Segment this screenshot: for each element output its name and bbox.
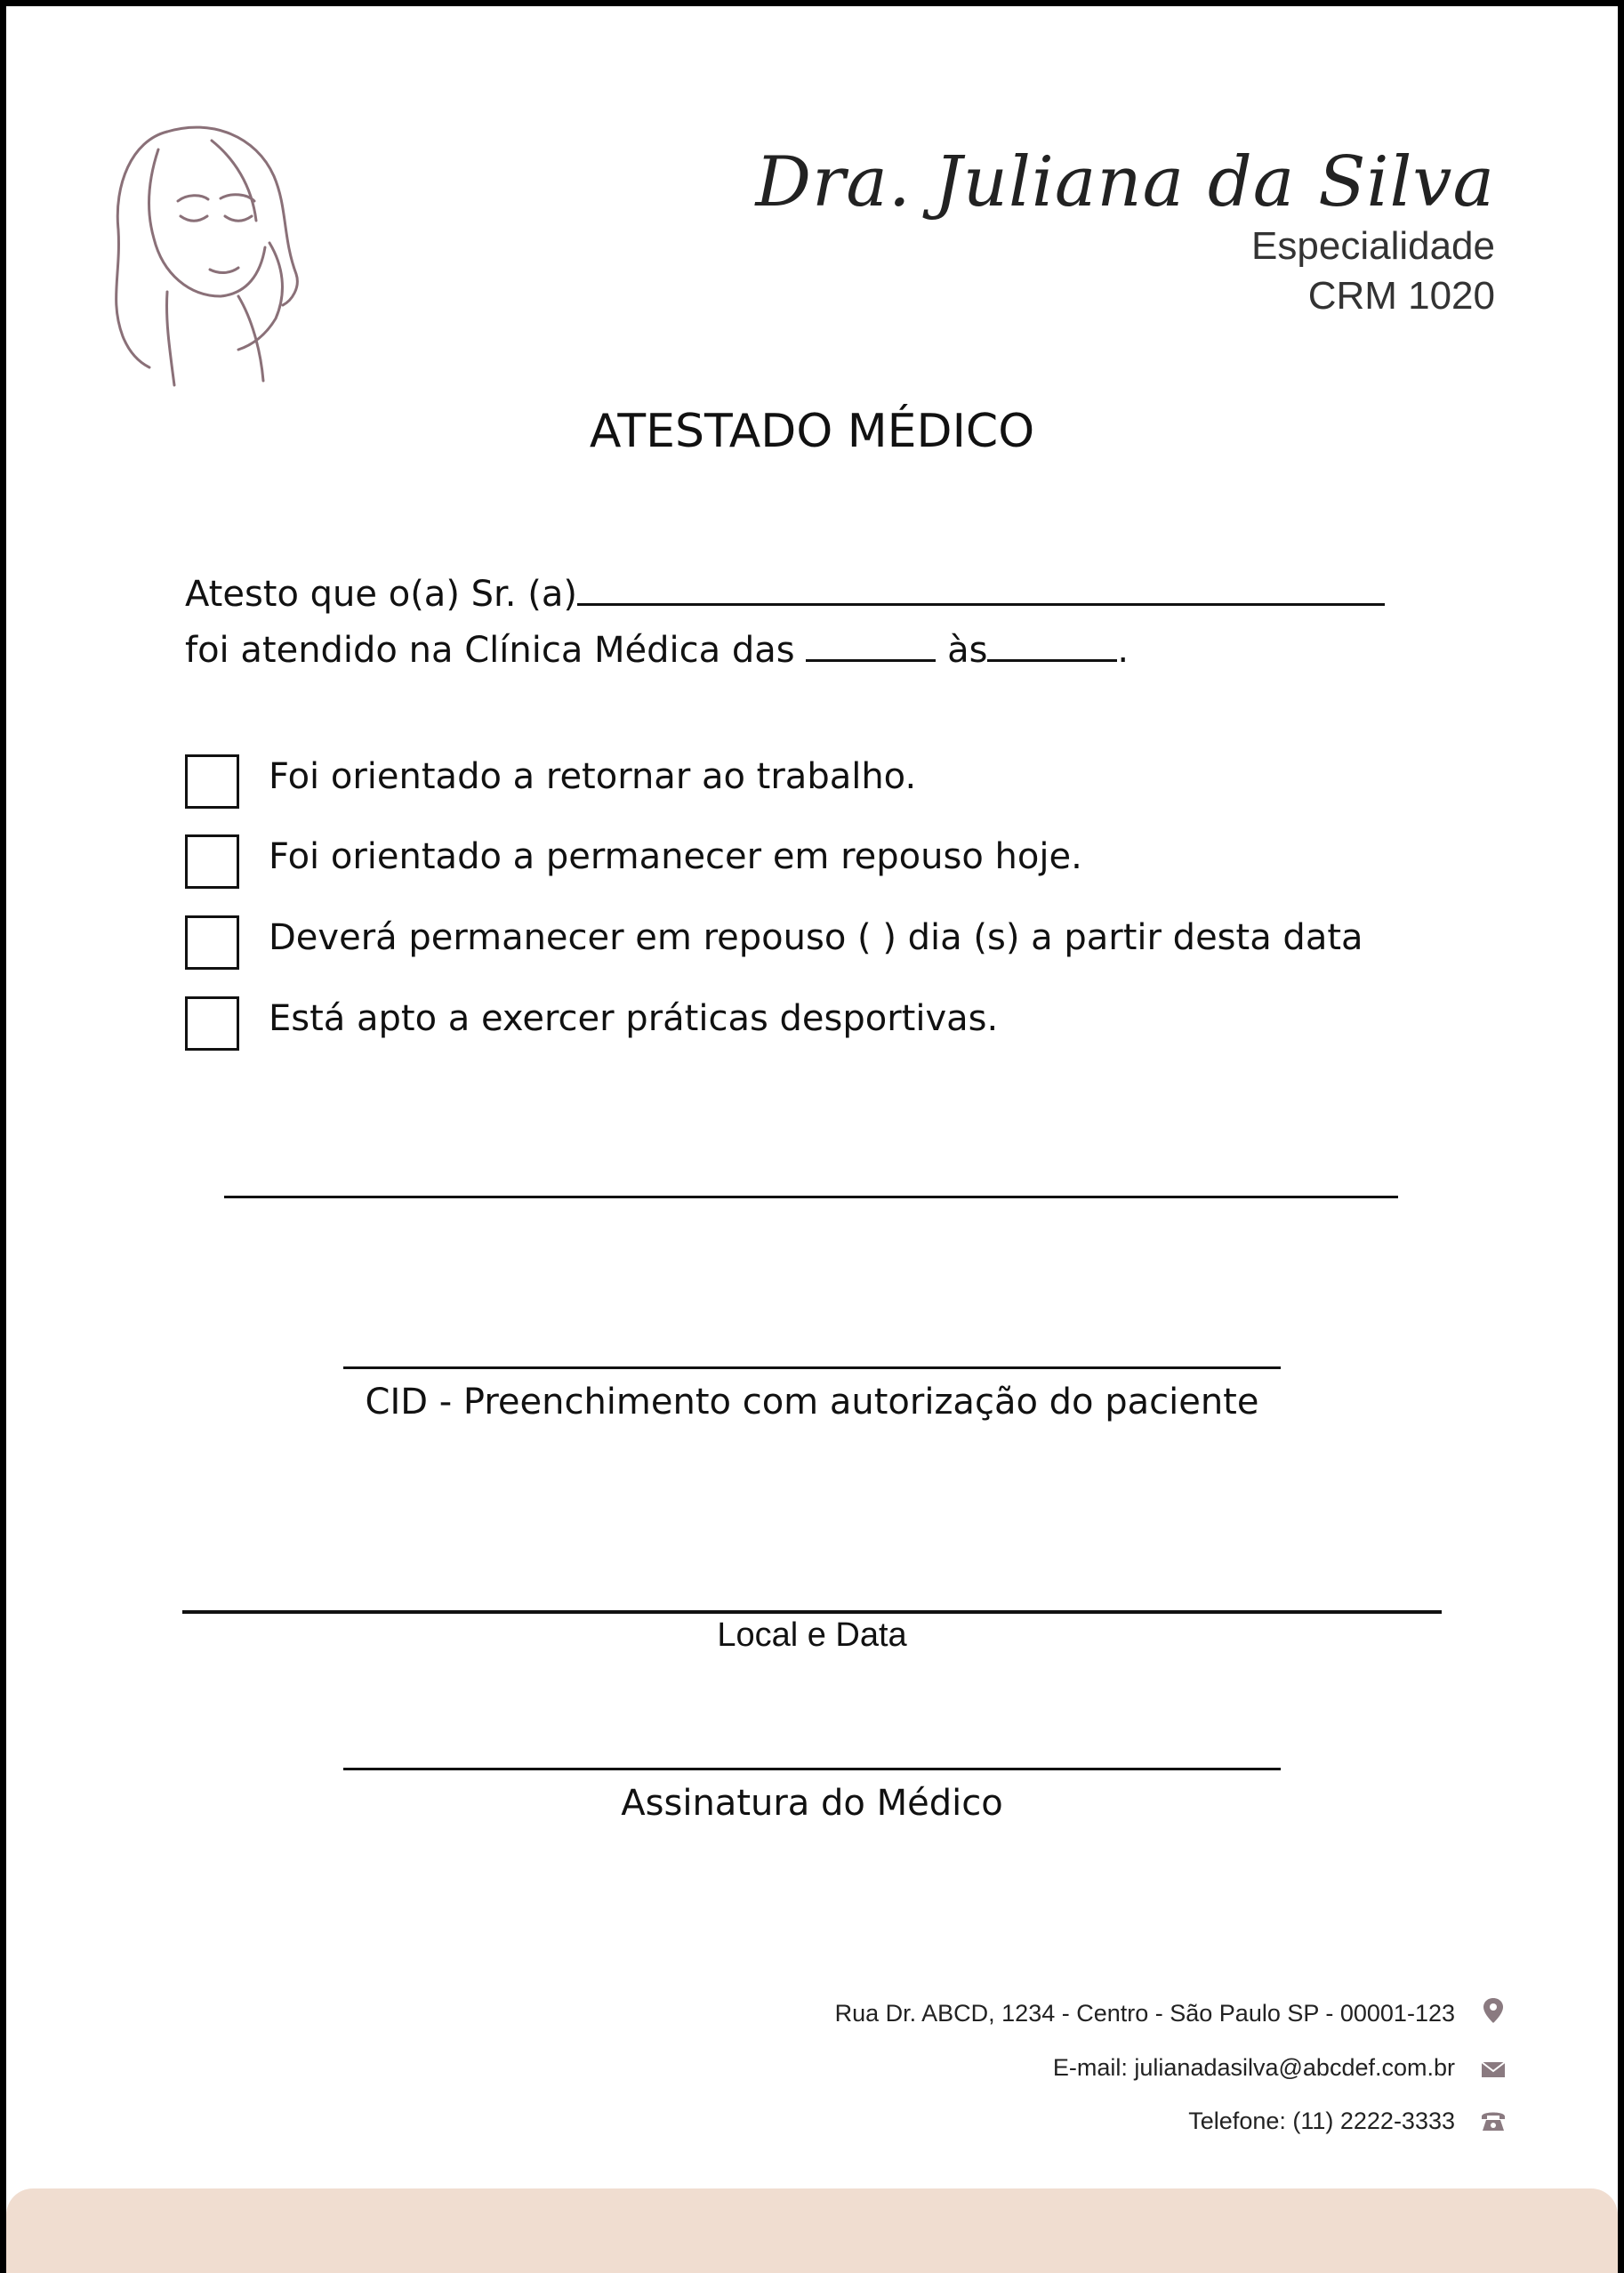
footer-band [6,2188,1618,2273]
doctor-crm: CRM 1020 [1307,274,1495,318]
cid-caption: CID - Preenchimento com autorização do paciente [365,1382,1259,1423]
woman-face-line-art-icon [105,123,318,390]
attended-prefix: foi atendido na Clínica Médica das [185,630,795,671]
contact-phone: Telefone: (11) 2222-3333 [1188,2108,1455,2134]
signature-line[interactable] [343,1768,1281,1770]
attended-middle: às [947,630,988,671]
doctor-specialty: Especialidade [1251,224,1495,268]
cid-line[interactable] [343,1366,1281,1369]
attended-line [185,630,1129,671]
attest-prefix: Atesto que o(a) Sr. (a) [185,574,577,615]
local-date-caption: Local e Data [717,1616,907,1654]
option-label: Está apto a exercer práticas desportivas. [269,998,999,1039]
start-time-blank[interactable] [806,658,936,662]
map-pin-icon [1478,1995,1508,2026]
attest-line [185,574,1385,615]
extra-notes-line[interactable] [224,1196,1398,1198]
signature-caption: Assinatura do Médico [621,1783,1003,1824]
checkbox[interactable] [185,915,239,970]
checkbox[interactable] [185,996,239,1051]
end-time-blank[interactable] [987,658,1117,662]
contact-address: Rua Dr. ABCD, 1234 - Centro - São Paulo SP - 00001-123 [834,2000,1455,2027]
doctor-name: Dra. Juliana da Silva [755,142,1495,222]
local-date-line[interactable] [182,1610,1442,1614]
checkbox[interactable] [185,754,239,809]
contact-email: E-mail: julianadasilva@abcdef.com.br [1052,2054,1455,2081]
patient-name-blank[interactable] [577,602,1385,606]
checkbox[interactable] [185,834,239,889]
document-title: ATESTADO MÉDICO [589,405,1035,458]
envelope-icon [1478,2054,1508,2084]
option-label: Foi orientado a retornar ao trabalho. [269,756,917,797]
option-label: Foi orientado a permanecer em repouso hoje. [269,836,1082,877]
telephone-icon [1478,2105,1508,2135]
attended-suffix: . [1117,630,1130,671]
option-label: Deverá permanecer em repouso ( ) dia (s) a partir desta data [269,917,1363,958]
